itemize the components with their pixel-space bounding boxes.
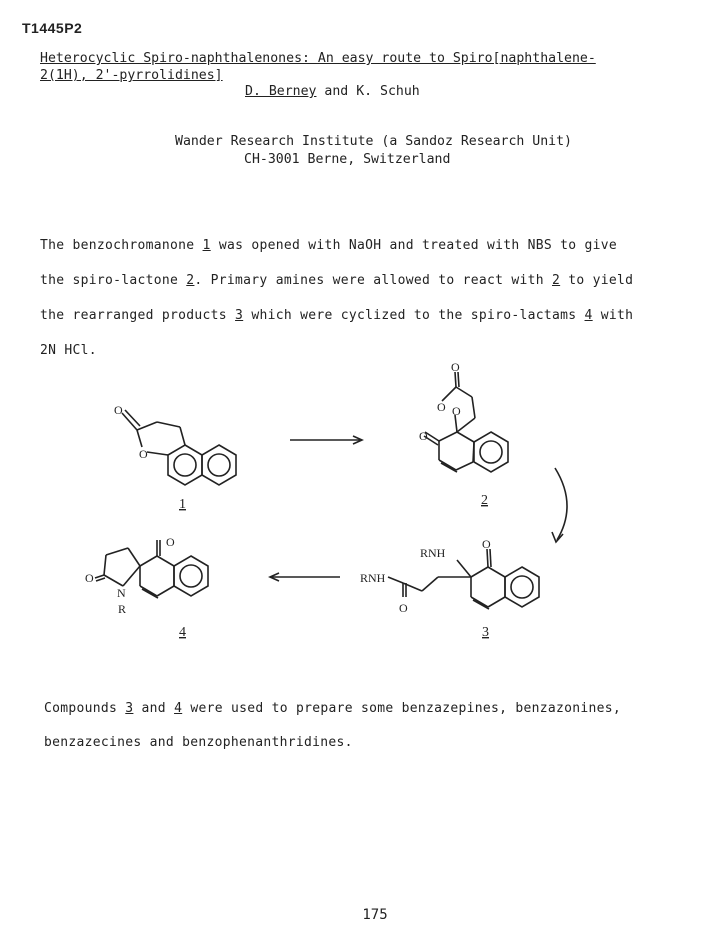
atom-O: O bbox=[437, 400, 446, 414]
atom-O: O bbox=[139, 447, 148, 461]
author-2: K. Schuh bbox=[356, 84, 420, 99]
abstract-line-2: the spiro-lactone 2. Primary amines were allowed to react with 2 to yield bbox=[40, 273, 634, 288]
atom-O: O bbox=[482, 537, 491, 551]
conclusion-line-2: benzazecines and benzophenanthridines. bbox=[44, 735, 353, 750]
title-line-2: 2(1H), 2'-pyrrolidines] bbox=[40, 68, 223, 83]
atom-RNH: RNH bbox=[360, 571, 386, 585]
affiliation-line-1: Wander Research Institute (a Sandoz Research Unit) bbox=[175, 134, 572, 149]
atom-O: O bbox=[114, 403, 123, 417]
compound-ref: 3 bbox=[125, 701, 134, 716]
compound-4-label: 4 bbox=[179, 625, 186, 640]
compound-ref: 2 bbox=[552, 273, 561, 288]
page-number: 175 bbox=[362, 907, 388, 923]
title-line-1: Heterocyclic Spiro-naphthalenones: An easy route to Spiro[naphthalene- bbox=[40, 51, 596, 66]
atom-O: O bbox=[85, 571, 94, 585]
reaction-arrow-3 bbox=[270, 573, 340, 581]
abstract-line-1: The benzochromanone 1 was opened with NaOH and treated with NBS to give bbox=[40, 238, 618, 253]
compound-ref: 3 bbox=[235, 308, 244, 323]
abstract-line-3: the rearranged products 3 which were cyclized to the spiro-lactams 4 with bbox=[40, 308, 634, 323]
atom-RNH: RNH bbox=[420, 546, 446, 560]
atom-O: O bbox=[451, 360, 460, 374]
compound-3-label: 3 bbox=[482, 625, 489, 640]
atom-O: O bbox=[452, 404, 461, 418]
compound-ref: 4 bbox=[174, 701, 183, 716]
compound-ref: 2 bbox=[186, 273, 195, 288]
compound-2-label: 2 bbox=[481, 493, 488, 508]
compound-3-structure bbox=[388, 549, 539, 609]
reaction-arrow-1 bbox=[290, 436, 362, 444]
reaction-arrow-2 bbox=[552, 468, 567, 542]
atom-N: N bbox=[117, 586, 126, 600]
document-code: T1445P2 bbox=[22, 20, 83, 36]
atom-O: O bbox=[399, 601, 408, 615]
compound-1-label: 1 bbox=[179, 497, 186, 512]
atom-R: R bbox=[118, 602, 127, 616]
authors-and: and bbox=[324, 84, 349, 99]
compound-ref: 4 bbox=[584, 308, 593, 323]
author-1: D. Berney bbox=[245, 84, 317, 99]
abstract-line-4: 2N HCl. bbox=[40, 343, 97, 358]
conclusion-line-1: Compounds 3 and 4 were used to prepare some benzazepines, benzazonines, bbox=[44, 701, 622, 716]
atom-O: O bbox=[419, 429, 428, 443]
atom-O: O bbox=[166, 535, 175, 549]
affiliation-line-2: CH-3001 Berne, Switzerland bbox=[244, 152, 451, 167]
compound-2-structure bbox=[424, 372, 508, 472]
compound-ref: 1 bbox=[202, 238, 211, 253]
compound-4-structure bbox=[95, 540, 208, 598]
